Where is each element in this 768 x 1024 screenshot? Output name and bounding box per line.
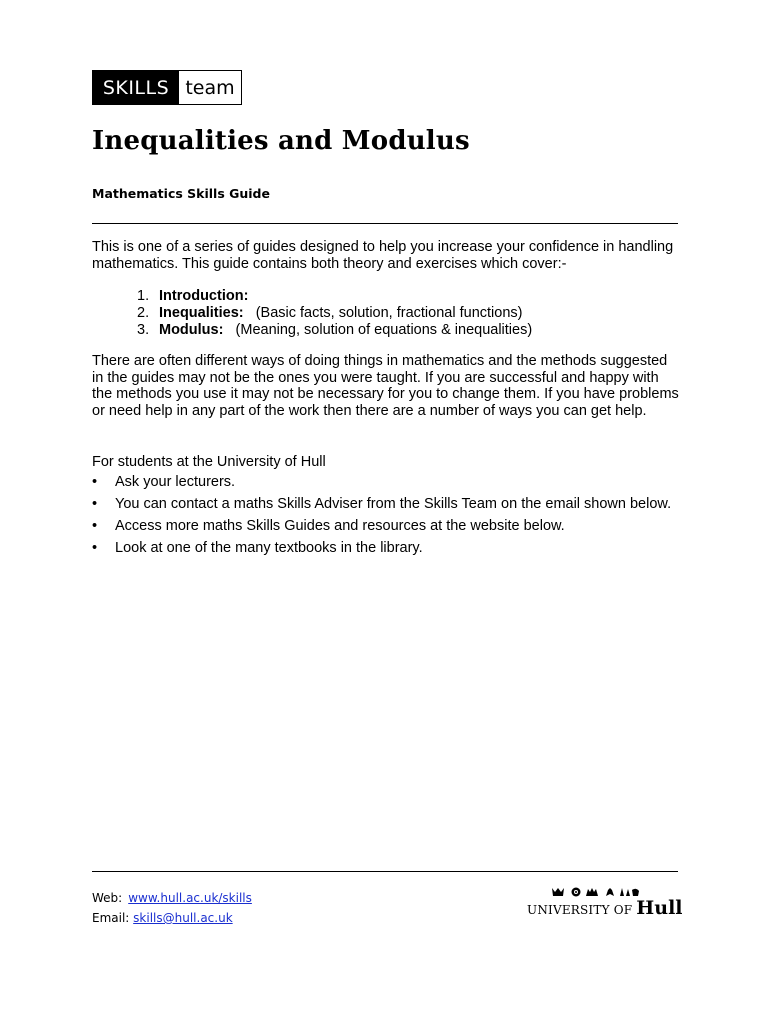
intro-paragraph: This is one of a series of guides designed to help you increase your confidence in handling mathematics. This guide contains both theory and exercises which cover:- — [92, 239, 674, 272]
footer-web — [92, 891, 252, 905]
help-list — [92, 474, 682, 562]
contents-item-title: Modulus: — [159, 322, 224, 338]
contents-item-number: 2. — [137, 305, 150, 321]
university-of-hull-logo — [527, 886, 683, 919]
email-label: Email: — [92, 911, 130, 925]
university-hull: Hull — [636, 897, 683, 919]
page-title: Inequalities and Modulus — [92, 126, 470, 156]
methods-paragraph: There are often different ways of doing things in mathematics and the methods suggested in the guides may not be the ones you were taught. If you are successful and happy with the methods you use it may not be necessary for you to change them. If you have problems or need help in any part of the work then there are a number of ways you can get help. — [92, 353, 679, 419]
bullet-icon: • — [92, 518, 98, 534]
contents-item-title: Inequalities: — [159, 305, 244, 321]
university-prefix: UNIVERSITY OF — [527, 903, 633, 917]
contents-item-description: (Meaning, solution of equations & inequalities) — [235, 322, 533, 338]
contents-item-description: (Basic facts, solution, fractional functions) — [255, 305, 523, 321]
help-list-item — [92, 518, 682, 535]
contents-item-number: 3. — [137, 322, 150, 338]
contents-item — [137, 322, 532, 339]
web-link[interactable]: www.hull.ac.uk/skills — [128, 891, 252, 905]
logo-skills-text: SKILLS — [93, 71, 179, 104]
students-heading: For students at the University of Hull — [92, 454, 326, 470]
logo-team-text: team — [185, 76, 235, 99]
footer-email — [92, 911, 233, 925]
skills-team-logo — [92, 70, 242, 105]
page-subtitle: Mathematics Skills Guide — [92, 186, 270, 201]
university-name — [527, 897, 683, 919]
help-list-item — [92, 540, 682, 557]
bullet-icon: • — [92, 540, 98, 556]
email-link[interactable]: skills@hull.ac.uk — [133, 911, 233, 925]
contents-item — [137, 288, 532, 305]
contents-item-title: Introduction: — [159, 288, 249, 304]
contents-item — [137, 305, 532, 322]
help-list-item-text: Access more maths Skills Guides and resources at the website below. — [115, 518, 565, 534]
footer-divider — [92, 871, 678, 872]
help-list-item-text: You can contact a maths Skills Adviser from the Skills Team on the email shown below. — [115, 496, 672, 512]
bullet-icon: • — [92, 474, 98, 490]
help-list-item-text: Ask your lecturers. — [115, 474, 236, 490]
web-label: Web: — [92, 891, 123, 905]
top-divider — [92, 223, 678, 224]
bullet-icon: • — [92, 496, 98, 512]
help-list-item-text: Look at one of the many textbooks in the library. — [115, 540, 423, 556]
help-list-item — [92, 496, 682, 513]
help-list-item — [92, 474, 682, 491]
contents-item-number: 1. — [137, 288, 150, 304]
contents-list — [137, 288, 532, 339]
